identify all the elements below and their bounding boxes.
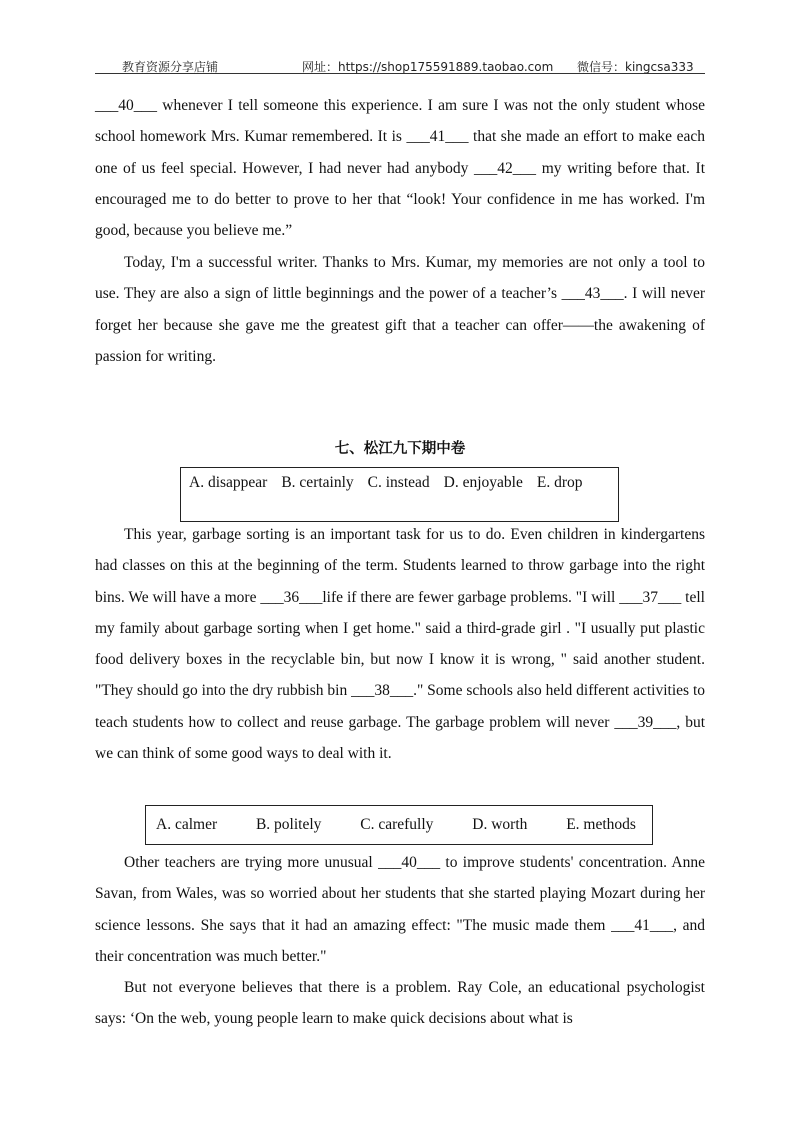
passage-text: , and their concentration was much better." bbox=[95, 916, 705, 965]
word-option: E. drop bbox=[536, 474, 583, 491]
passage-text: my writing before that. It encouraged me to do better to prove to her that “look! Your confidence in me has worked. I'm good, because you believe me.” bbox=[95, 159, 705, 240]
passage-text: Other teachers are trying more unusual bbox=[124, 854, 379, 871]
header-divider bbox=[95, 73, 705, 74]
word-option: B. certainly bbox=[281, 474, 354, 491]
section-title: 七、松江九下期中卷 bbox=[334, 441, 466, 457]
word-option: B. politely bbox=[255, 816, 322, 833]
passage-text: , but we can think of some good ways to deal with it. bbox=[95, 713, 706, 763]
header-shop-name: 教育资源分享店铺 bbox=[122, 60, 219, 74]
passage-text: . I will never forget her because she gave me the greatest gift that a teacher can offer——the awakening of passion for writing. bbox=[95, 285, 705, 365]
passage-text: Today, I'm a successful writer. Thanks to Mrs. Kumar, my memories are not only a tool to use. They are also a sign of little beginnings and the power of a teacher’s bbox=[95, 254, 705, 303]
word-option: D. worth bbox=[472, 816, 528, 833]
blank-43: ___43___ bbox=[561, 285, 624, 303]
passage-text: to improve students' concentration. Anne Savan, from Wales, was so worried about her students that she started playing Mozart during her science lessons. She says that it had an amazing effect: "The music made them bbox=[95, 854, 705, 934]
passage-text: This year, garbage sorting is an important task for us to do. Even children in kindergartens had classes on this at the beginning of the term. Students learned to throw garbage into the right bins. We will have a more bbox=[95, 526, 705, 606]
passage2-paragraph bbox=[95, 519, 705, 769]
blank-40: ___40___ bbox=[95, 97, 157, 114]
word-bank-box-2 bbox=[145, 805, 653, 845]
header-website[interactable]: 网址：https://shop175591889.taobao.com bbox=[302, 60, 554, 74]
word-option: A. calmer bbox=[156, 816, 218, 833]
blank-36: ___36___ bbox=[260, 588, 323, 606]
blank-41: ___41___ bbox=[611, 916, 674, 934]
blank-41: ___41___ bbox=[406, 128, 469, 146]
word-option: E. methods bbox=[566, 816, 636, 833]
passage-text: But not everyone believes that there is a problem. Ray Cole, an educational psychologist says: ‘On the web, young people learn to make quick decisions about what is bbox=[95, 979, 705, 1028]
passage-text: life if there are fewer garbage problems. "I will bbox=[322, 588, 620, 606]
blank-40: ___40___ bbox=[378, 854, 441, 871]
passage3-paragraph2 bbox=[95, 972, 705, 1035]
blank-38: ___38___ bbox=[351, 682, 414, 700]
blank-42: ___42___ bbox=[474, 159, 537, 177]
word-option: C. carefully bbox=[360, 816, 434, 833]
passage-text: that she made an effort to make each one of us feel special. However, I had never had anybody bbox=[95, 128, 705, 177]
passage1-paragraph1 bbox=[95, 90, 705, 246]
word-option: A. disappear bbox=[189, 474, 268, 491]
passage-text: tell my family about garbage sorting when I get home." said a third-grade girl . "I usually put plastic food delivery boxes in the recyclable bin, but now I know it is wrong, " said another student. "They should go into the dry rubbish bin bbox=[95, 588, 705, 700]
passage-text: ." Some schools also held different activities to teach students how to collect and reuse garbage. The garbage problem will never bbox=[95, 682, 706, 731]
passage3-paragraph1 bbox=[95, 847, 705, 972]
blank-39: ___39___ bbox=[614, 713, 677, 731]
word-bank-box-1 bbox=[180, 467, 619, 522]
blank-37: ___37___ bbox=[619, 588, 682, 606]
word-option: C. instead bbox=[367, 474, 430, 491]
word-option: D. enjoyable bbox=[443, 474, 523, 491]
header-wechat: 微信号：kingcsa333 bbox=[577, 60, 694, 74]
passage-text: whenever I tell someone this experience. I am sure I was not the only student whose school homework Mrs. Kumar remembered. It is bbox=[95, 97, 705, 146]
passage1-paragraph2 bbox=[95, 247, 705, 372]
